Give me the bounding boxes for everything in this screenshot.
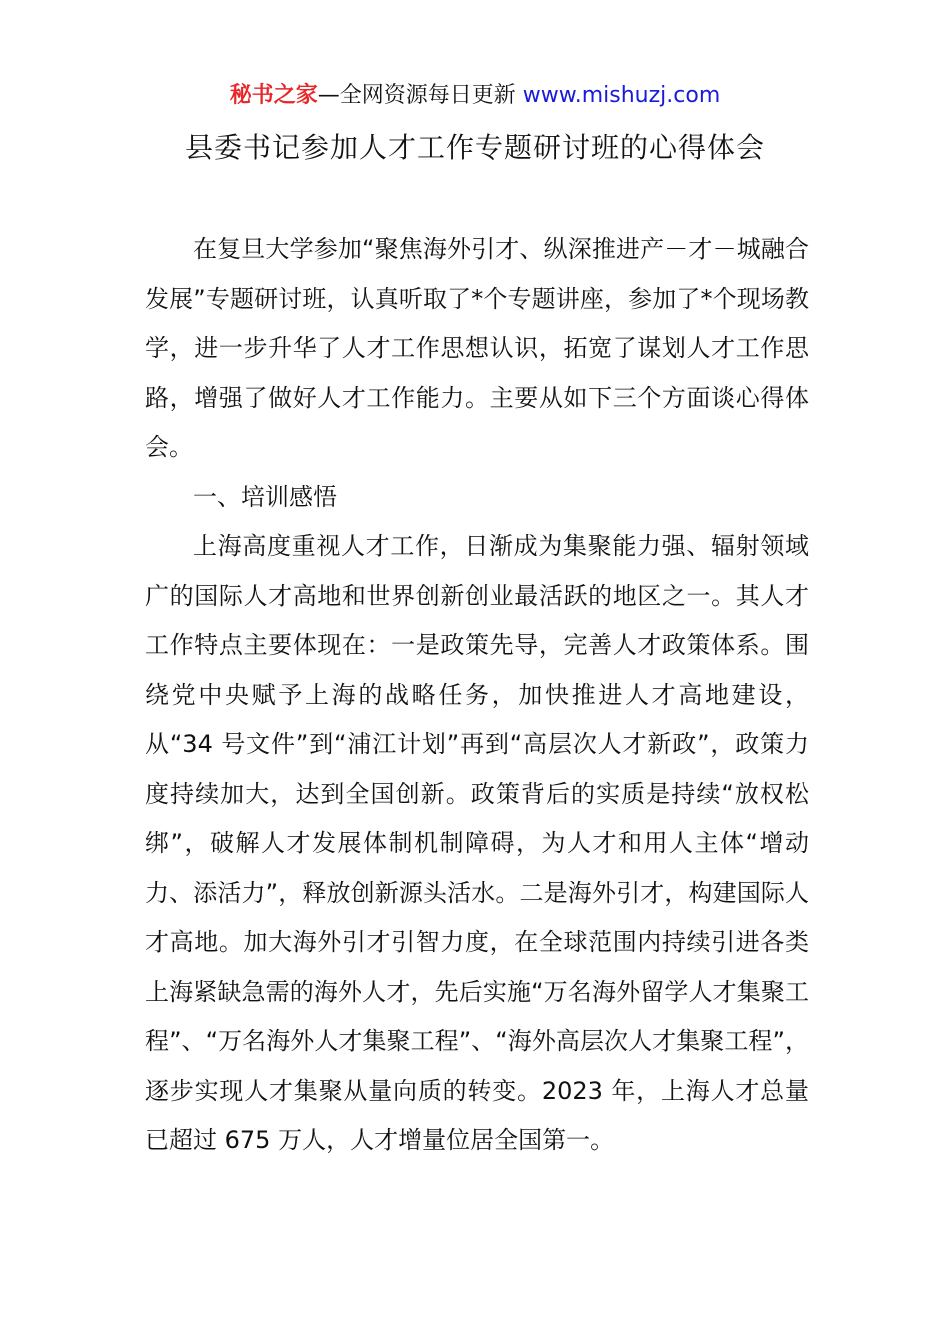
document-body [145,225,809,1166]
body-paragraph: 上海高度重视人才工作，日渐成为集聚能力强、辐射领域广的国际人才高地和世界创新创业最活跃的地区之一。其人才工作特点主要体现在：一是政策先导，完善人才政策体系。围绕党中央赋予上海的战略任务，加快推进人才高地建设，从“34 号文件”到“浦江计划”再到“高层次人才新政”，政策力度持续加大，达到全国创新。政策背后的实质是持续“放权松绑”，破解人才发展体制机制障碍，为人才和用人主体“增动力、添活力”，释放创新源头活水。二是海外引才，构建国际人才高地。加大海外引才引智力度，在全球范围内持续引进各类上海紧缺急需的海外人才，先后实施“万名海外留学人才集聚工程”、“万名海外人才集聚工程”、“海外高层次人才集聚工程”，逐步实现人才集聚从量向质的转变。2023 年，上海人才总量已超过 675 万人，人才增量位居全国第一。 [145,532,809,1154]
banner-tagline: —全网资源每日更新 [317,83,516,108]
section-heading: 一、培训感悟 [193,482,337,511]
site-banner [0,80,950,112]
brand-name: 秘书之家 [229,83,318,108]
intro-paragraph: 在复旦大学参加“聚焦海外引才、纵深推进产－才－城融合发展”专题研讨班，认真听取了*个专题讲座，参加了*个现场教学，进一步升华了人才工作思想认识，拓宽了谋划人才工作思路，增强了做好人才工作能力。主要从如下三个方面谈心得体会。 [145,235,809,461]
document-title: 县委书记参加人才工作专题研讨班的心得体会 [184,131,765,164]
site-url[interactable]: www.mishuzj.com [522,83,721,108]
